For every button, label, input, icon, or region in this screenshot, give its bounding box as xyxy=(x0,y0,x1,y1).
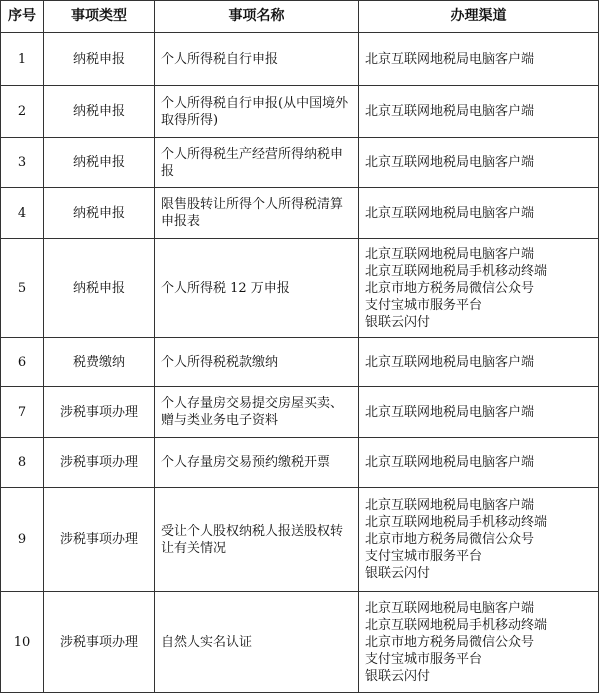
row-type: 纳税申报 xyxy=(44,86,155,138)
table-row xyxy=(1,438,599,488)
row-type: 纳税申报 xyxy=(44,239,155,338)
channel-line: 北京互联网地税局手机移动终端 xyxy=(365,515,548,530)
item-name-text: 自然人实名认证 xyxy=(161,634,253,650)
table-row xyxy=(1,488,599,592)
table-row xyxy=(1,138,599,188)
channel-line: 北京互联网地税局电脑客户端 xyxy=(365,104,535,119)
row-index: 6 xyxy=(1,338,44,387)
item-name-text: 个人所得税生产经营所得纳税申报 xyxy=(161,146,344,179)
table-row xyxy=(1,33,599,86)
row-item-name xyxy=(155,438,359,488)
channel-line: 北京互联网地税局电脑客户端 xyxy=(365,600,535,616)
row-channels xyxy=(359,86,599,138)
row-item-name xyxy=(155,188,359,239)
header-channel: 办理渠道 xyxy=(359,1,599,33)
channel-line: 支付宝城市服务平台 xyxy=(365,549,483,564)
table-header-row xyxy=(1,1,599,33)
row-channels xyxy=(359,338,599,387)
header-type: 事项类型 xyxy=(44,1,155,33)
header-name: 事项名称 xyxy=(155,1,359,33)
row-channels xyxy=(359,33,599,86)
row-item-name xyxy=(155,592,359,693)
row-channels xyxy=(359,438,599,488)
row-item-name xyxy=(155,488,359,592)
header-index: 序号 xyxy=(1,1,44,33)
row-item-name xyxy=(155,86,359,138)
channel-line: 北京互联网地税局电脑客户端 xyxy=(365,404,535,420)
channel-line: 北京互联网地税局电脑客户端 xyxy=(365,354,535,370)
item-name-text: 个人存量房交易预约缴税开票 xyxy=(161,455,331,470)
channel-line: 北京互联网地税局电脑客户端 xyxy=(365,498,535,513)
row-index: 2 xyxy=(1,86,44,138)
channel-line: 支付宝城市服务平台 xyxy=(365,651,483,667)
channel-line: 北京市地方税务局微信公众号 xyxy=(365,280,535,296)
row-index: 8 xyxy=(1,438,44,488)
row-type: 涉税事项办理 xyxy=(44,387,155,438)
row-channels xyxy=(359,387,599,438)
table-row xyxy=(1,387,599,438)
channel-line: 北京市地方税务局微信公众号 xyxy=(365,532,535,547)
table-row xyxy=(1,86,599,138)
channel-line: 支付宝城市服务平台 xyxy=(365,297,483,313)
channel-line: 银联云闪付 xyxy=(365,314,431,330)
table-row xyxy=(1,239,599,338)
row-index: 9 xyxy=(1,488,44,592)
row-index: 7 xyxy=(1,387,44,438)
row-channels xyxy=(359,488,599,592)
row-type: 涉税事项办理 xyxy=(44,488,155,592)
row-item-name xyxy=(155,387,359,438)
channel-line: 北京互联网地税局电脑客户端 xyxy=(365,455,535,470)
channel-line: 北京互联网地税局电脑客户端 xyxy=(365,51,535,67)
row-item-name xyxy=(155,138,359,188)
item-name-text: 受让个人股权纳税人报送股权转让有关情况 xyxy=(161,523,344,556)
row-item-name xyxy=(155,338,359,387)
item-name-text: 个人所得税自行申报 xyxy=(161,51,279,67)
row-channels xyxy=(359,138,599,188)
item-name-text: 个人所得税自行申报(从中国境外取得所得) xyxy=(161,95,349,128)
row-type: 纳税申报 xyxy=(44,138,155,188)
channel-line: 北京互联网地税局电脑客户端 xyxy=(365,205,535,221)
channel-line: 银联云闪付 xyxy=(365,566,431,581)
item-name-text: 限售股转让所得个人所得税清算申报表 xyxy=(161,197,344,229)
row-type: 税费缴纳 xyxy=(44,338,155,387)
item-name-text: 个人存量房交易提交房屋买卖、赠与类业务电子资料 xyxy=(161,396,344,428)
channel-line: 北京互联网地税局电脑客户端 xyxy=(365,155,535,170)
row-index: 10 xyxy=(1,592,44,693)
table-row xyxy=(1,188,599,239)
channel-line: 北京互联网地税局电脑客户端 xyxy=(365,246,535,262)
channel-line: 北京互联网地税局手机移动终端 xyxy=(365,263,548,279)
row-index: 1 xyxy=(1,33,44,86)
channel-line: 银联云闪付 xyxy=(365,668,431,684)
row-index: 4 xyxy=(1,188,44,239)
row-index: 3 xyxy=(1,138,44,188)
row-item-name xyxy=(155,239,359,338)
row-type: 涉税事项办理 xyxy=(44,438,155,488)
item-name-text: 个人所得税税款缴纳 xyxy=(161,354,279,370)
row-channels xyxy=(359,592,599,693)
row-channels xyxy=(359,188,599,239)
row-channels xyxy=(359,239,599,338)
row-type: 涉税事项办理 xyxy=(44,592,155,693)
row-type: 纳税申报 xyxy=(44,33,155,86)
channel-line: 北京互联网地税局手机移动终端 xyxy=(365,617,548,633)
row-item-name xyxy=(155,33,359,86)
row-index: 5 xyxy=(1,239,44,338)
row-type: 纳税申报 xyxy=(44,188,155,239)
item-name-text: 个人所得税 12 万申报 xyxy=(161,280,290,296)
channel-line: 北京市地方税务局微信公众号 xyxy=(365,634,535,650)
table-row xyxy=(1,592,599,693)
table-row xyxy=(1,338,599,387)
